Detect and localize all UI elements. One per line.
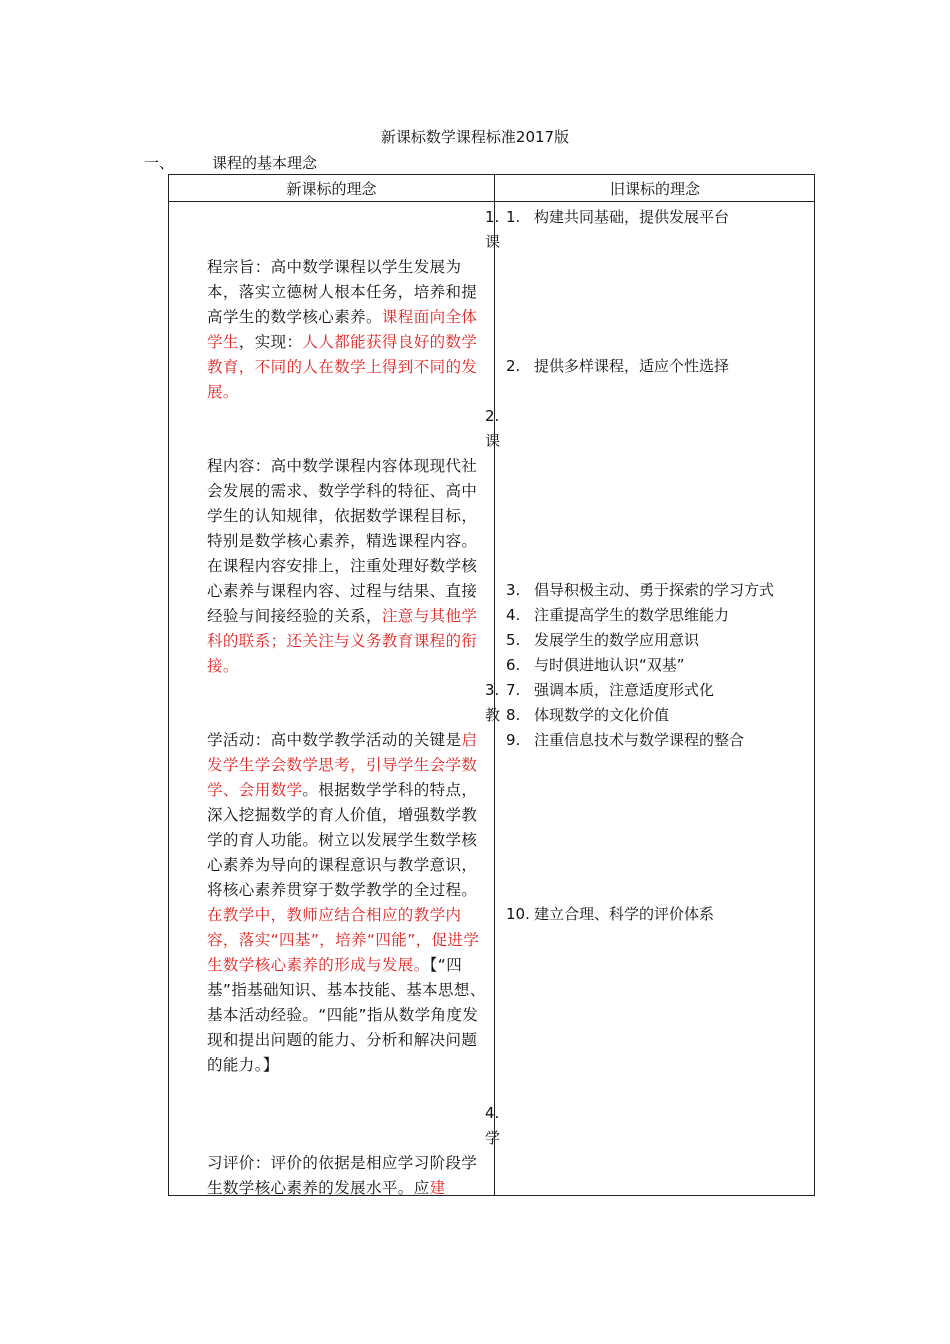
section-label: 课程的基本理念	[212, 154, 318, 172]
old-item-text: 注重信息技术与数学课程的整合	[534, 731, 745, 749]
body-text: ，实现：	[238, 333, 303, 351]
section-number: 一、	[144, 154, 175, 172]
new-item-lead-char: 课	[485, 432, 501, 450]
highlighted-text: 建	[429, 1179, 446, 1197]
new-item-lead-char: 学	[485, 1129, 501, 1147]
highlighted-text: 注意与其他学科的联系；还关注与义务教育课程的衔接。	[207, 607, 478, 675]
new-item-lead-char: 教	[485, 706, 501, 724]
old-standard-item	[506, 703, 669, 728]
old-item-text: 体现数学的文化价值	[534, 706, 670, 724]
old-item-number: 7.	[506, 681, 521, 699]
new-item-paragraph	[207, 454, 489, 679]
new-item-lead-char: 课	[485, 233, 501, 251]
old-item-text: 注重提高学生的数学思维能力	[534, 606, 730, 624]
old-item-text: 发展学生的数学应用意识	[534, 631, 700, 649]
old-standard-item	[506, 628, 699, 653]
old-item-number: 1.	[506, 208, 521, 226]
old-item-number: 2.	[506, 357, 521, 375]
old-standard-item	[506, 678, 714, 703]
old-standard-item	[506, 578, 774, 603]
section-heading	[144, 152, 317, 173]
old-item-text: 倡导积极主动、勇于探索的学习方式	[534, 581, 775, 599]
old-standard-item	[506, 205, 729, 230]
old-standard-item	[506, 653, 685, 678]
comparison-table	[168, 174, 815, 1196]
body-text: 。根据数学学科的特点，深入挖掘数学的育人价值，增强数学教学的育人功能。树立以发展学生数学核心素养为导向的课程意识与教学意识，将核心素养贯穿于数学教学的全过程。	[207, 781, 478, 899]
highlighted-text: 人人都能获得良好的数学教育，不同的人在数学上得到不同的发展。	[207, 333, 478, 401]
old-item-number: 6.	[506, 656, 521, 674]
body-text: 程内容：高中数学课程内容体现现代社会发展的需求、数学学科的特征、高中学生的认知规律，依据数学课程目标，特别是数学核心素养，精选课程内容。在课程内容安排上，注重处理好数学核心素养与课程内容、过程与结果、直接经验与间接经验的关系，	[207, 457, 478, 625]
body-text: 【“四基”指基础知识、基本技能、基本思想、基本活动经验。“四能”指从数学角度发现和提出问题的能力、分析和解决问题的能力。】	[207, 956, 486, 1074]
new-item-paragraph	[207, 728, 489, 1078]
old-standard-item	[506, 603, 729, 628]
new-item-paragraph	[207, 255, 489, 405]
header-new-standard: 新课标的理念	[286, 180, 377, 198]
highlighted-text: 在教学中，教师应结合相应的教学内容，落实“四基”，培养“四能”，促进学生数学核心素养的形成与发展。	[207, 906, 480, 974]
old-item-text: 构建共同基础，提供发展平台	[534, 208, 730, 226]
old-item-number: 8.	[506, 706, 521, 724]
old-item-text: 建立合理、科学的评价体系	[534, 905, 715, 923]
old-item-number: 9.	[506, 731, 521, 749]
highlighted-text: 启发学生学会数学思考，引导学生会学数学、会用数学	[207, 731, 478, 799]
body-text: 学活动：高中数学教学活动的关键是	[207, 731, 462, 749]
old-item-number: 10.	[506, 905, 530, 923]
new-item-paragraph	[207, 1151, 489, 1201]
new-item-marker: 4.	[485, 1104, 500, 1122]
new-item-marker: 2.	[485, 407, 500, 425]
old-item-text: 与时俱进地认识“双基”	[534, 656, 685, 674]
old-item-text: 提供多样课程，适应个性选择	[534, 357, 730, 375]
new-item-marker: 1.	[485, 208, 500, 226]
old-item-number: 3.	[506, 581, 521, 599]
old-item-number: 5.	[506, 631, 521, 649]
header-divider	[169, 201, 814, 202]
highlighted-text: 课程面向全体学生	[207, 308, 478, 351]
old-standard-item	[506, 354, 729, 379]
old-standard-item	[506, 902, 714, 927]
old-item-number: 4.	[506, 606, 521, 624]
document-title: 新课标数学课程标准2017版	[380, 128, 570, 146]
old-standard-item	[506, 728, 744, 753]
body-text: 习评价：评价的依据是相应学习阶段学生数学核心素养的发展水平。应	[207, 1154, 478, 1197]
old-item-text: 强调本质，注意适度形式化	[534, 681, 715, 699]
body-text: 程宗旨：高中数学课程以学生发展为本，落实立德树人根本任务，培养和提高学生的数学核心素养。	[207, 258, 478, 326]
header-old-standard: 旧课标的理念	[609, 180, 700, 198]
new-item-marker: 3.	[485, 681, 500, 699]
